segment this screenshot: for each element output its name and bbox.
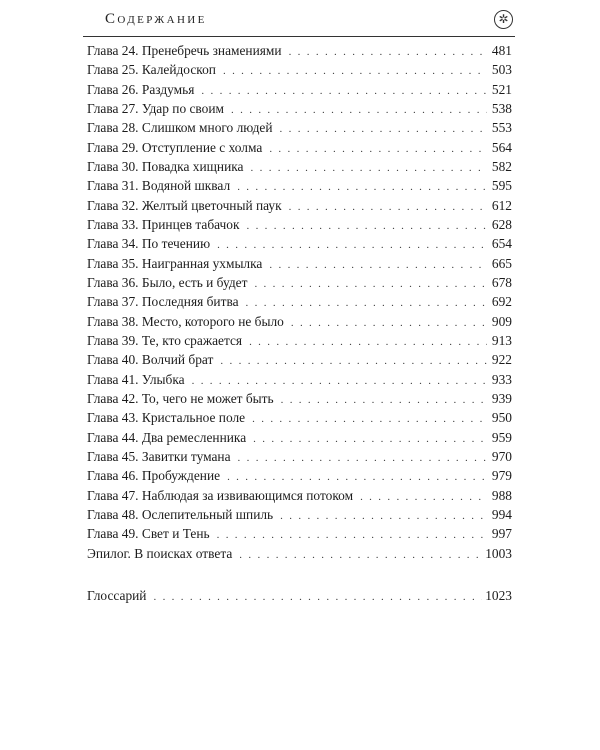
header-title: Содержание bbox=[105, 11, 207, 27]
toc-entry-title: Глава 47. Наблюдая за извивающимся потоком bbox=[87, 487, 354, 503]
toc-entry[interactable] bbox=[87, 466, 512, 485]
toc-entry-title: Глава 40. Волчий брат bbox=[87, 352, 214, 368]
toc-entry-page: 959 bbox=[491, 429, 512, 445]
toc-entry[interactable] bbox=[87, 254, 512, 273]
dot-leader bbox=[253, 430, 487, 449]
toc-entry[interactable] bbox=[87, 544, 512, 563]
toc-entry-page: 654 bbox=[491, 236, 512, 252]
toc-entry-title: Глава 36. Было, есть и будет bbox=[87, 274, 248, 290]
dot-leader bbox=[246, 217, 487, 236]
toc-entry-page: 1003 bbox=[485, 545, 512, 561]
toc-entry-title: Глава 28. Слишком много людей bbox=[87, 120, 273, 136]
dot-leader bbox=[251, 159, 488, 178]
toc-entry[interactable] bbox=[87, 312, 512, 331]
toc-entry-page: 612 bbox=[491, 197, 512, 213]
dot-leader bbox=[269, 256, 487, 275]
toc-entry-page: 979 bbox=[491, 468, 512, 484]
toc-entry-page: 595 bbox=[491, 178, 512, 194]
toc-entry[interactable] bbox=[87, 138, 512, 157]
toc-entry-title: Глава 32. Желтый цветочный паук bbox=[87, 197, 282, 213]
toc-entry[interactable] bbox=[87, 176, 512, 195]
toc-entry-title: Глава 34. По течению bbox=[87, 236, 211, 252]
toc-entry[interactable] bbox=[87, 99, 512, 118]
table-of-contents bbox=[87, 41, 512, 605]
toc-entry-title: Глава 46. Пробуждение bbox=[87, 468, 221, 484]
dot-leader bbox=[239, 546, 482, 565]
toc-entry[interactable] bbox=[87, 524, 512, 543]
toc-entry[interactable] bbox=[87, 486, 512, 505]
toc-entry-title: Глоссарий bbox=[87, 587, 147, 603]
toc-entry-page: 665 bbox=[491, 255, 512, 271]
dot-leader bbox=[269, 140, 487, 159]
dot-leader bbox=[217, 526, 487, 545]
dot-leader bbox=[280, 507, 487, 526]
toc-entry-title: Глава 35. Наигранная ухмылка bbox=[87, 255, 263, 271]
dot-leader bbox=[289, 43, 487, 62]
toc-entry-page: 521 bbox=[491, 81, 512, 97]
toc-entry[interactable] bbox=[87, 157, 512, 176]
running-header bbox=[83, 8, 515, 37]
toc-entry-page: 628 bbox=[491, 216, 512, 232]
toc-entry-title: Глава 25. Калейдоскоп bbox=[87, 62, 216, 78]
toc-entry-page: 970 bbox=[491, 448, 512, 464]
dot-leader bbox=[360, 488, 487, 507]
toc-entry-page: 913 bbox=[491, 332, 512, 348]
dot-leader bbox=[289, 198, 487, 217]
toc-entry[interactable] bbox=[87, 215, 512, 234]
toc-entry-page: 922 bbox=[491, 352, 512, 368]
toc-entry-title: Глава 45. Завитки тумана bbox=[87, 448, 231, 464]
toc-entry-title: Глава 42. То, чего не может быть bbox=[87, 390, 274, 406]
dot-leader bbox=[254, 275, 487, 294]
toc-entry[interactable] bbox=[87, 370, 512, 389]
toc-entry[interactable] bbox=[87, 389, 512, 408]
toc-entry-page: 538 bbox=[491, 100, 512, 116]
dot-leader bbox=[238, 449, 487, 468]
toc-entry-page: 692 bbox=[491, 294, 512, 310]
toc-entry-title: Глава 38. Место, которого не было bbox=[87, 313, 284, 329]
dot-leader bbox=[280, 120, 487, 139]
toc-entry-title: Глава 24. Пренебречь знамениями bbox=[87, 43, 282, 58]
toc-entry[interactable] bbox=[87, 273, 512, 292]
toc-entry-page: 481 bbox=[491, 43, 512, 58]
toc-entry[interactable] bbox=[87, 41, 512, 60]
toc-entry-title: Глава 26. Раздумья bbox=[87, 81, 195, 97]
toc-entry[interactable] bbox=[87, 428, 512, 447]
toc-entry-title: Глава 49. Свет и Тень bbox=[87, 526, 210, 542]
dot-leader bbox=[252, 410, 487, 429]
toc-entry[interactable] bbox=[87, 234, 512, 253]
toc-entry-page: 553 bbox=[491, 120, 512, 136]
toc-entry-page: 939 bbox=[491, 390, 512, 406]
toc-entry[interactable] bbox=[87, 350, 512, 369]
toc-entry[interactable] bbox=[87, 408, 512, 427]
toc-entry-page: 1023 bbox=[485, 587, 512, 603]
toc-entry-title: Глава 29. Отступление с холма bbox=[87, 139, 263, 155]
toc-entry-page: 503 bbox=[491, 62, 512, 78]
toc-entry-title: Глава 43. Кристальное поле bbox=[87, 410, 246, 426]
dot-leader bbox=[291, 314, 487, 333]
dot-leader bbox=[220, 352, 487, 371]
dot-leader bbox=[223, 62, 487, 81]
dot-leader bbox=[153, 588, 482, 607]
toc-entry-page: 950 bbox=[491, 410, 512, 426]
dot-leader bbox=[201, 82, 487, 101]
toc-entry-page: 582 bbox=[491, 158, 512, 174]
toc-entry-glossary[interactable] bbox=[87, 586, 512, 605]
toc-entry-title: Глава 39. Те, кто сражается bbox=[87, 332, 243, 348]
toc-entry[interactable] bbox=[87, 118, 512, 137]
toc-entry-page: 909 bbox=[491, 313, 512, 329]
toc-entry-title: Глава 33. Принцев табачок bbox=[87, 216, 240, 232]
toc-entry-title: Глава 41. Улыбка bbox=[87, 371, 185, 387]
toc-entry[interactable] bbox=[87, 80, 512, 99]
toc-entry[interactable] bbox=[87, 292, 512, 311]
toc-entry-title: Эпилог. В поисках ответа bbox=[87, 545, 233, 561]
toc-entry-title: Глава 27. Удар по своим bbox=[87, 100, 225, 116]
toc-entry-title: Глава 37. Последняя битва bbox=[87, 294, 239, 310]
toc-entry[interactable] bbox=[87, 505, 512, 524]
toc-entry-title: Глава 31. Водяной шквал bbox=[87, 178, 231, 194]
toc-entry-title: Глава 30. Повадка хищника bbox=[87, 158, 244, 174]
toc-entry-page: 564 bbox=[491, 139, 512, 155]
toc-entry[interactable] bbox=[87, 60, 512, 79]
ornament-emblem-icon: ✲ bbox=[494, 10, 513, 29]
toc-entry[interactable] bbox=[87, 331, 512, 350]
dot-leader bbox=[281, 391, 487, 410]
toc-entry-page: 933 bbox=[491, 371, 512, 387]
toc-entry-page: 678 bbox=[491, 274, 512, 290]
toc-entry[interactable] bbox=[87, 447, 512, 466]
toc-entry-title: Глава 48. Ослепительный шпиль bbox=[87, 506, 274, 522]
toc-entry-page: 997 bbox=[491, 526, 512, 542]
dot-leader bbox=[249, 333, 487, 352]
toc-entry-page: 994 bbox=[491, 506, 512, 522]
toc-entry-page: 988 bbox=[491, 487, 512, 503]
toc-entry-title: Глава 44. Два ремесленника bbox=[87, 429, 247, 445]
toc-entry[interactable] bbox=[87, 196, 512, 215]
